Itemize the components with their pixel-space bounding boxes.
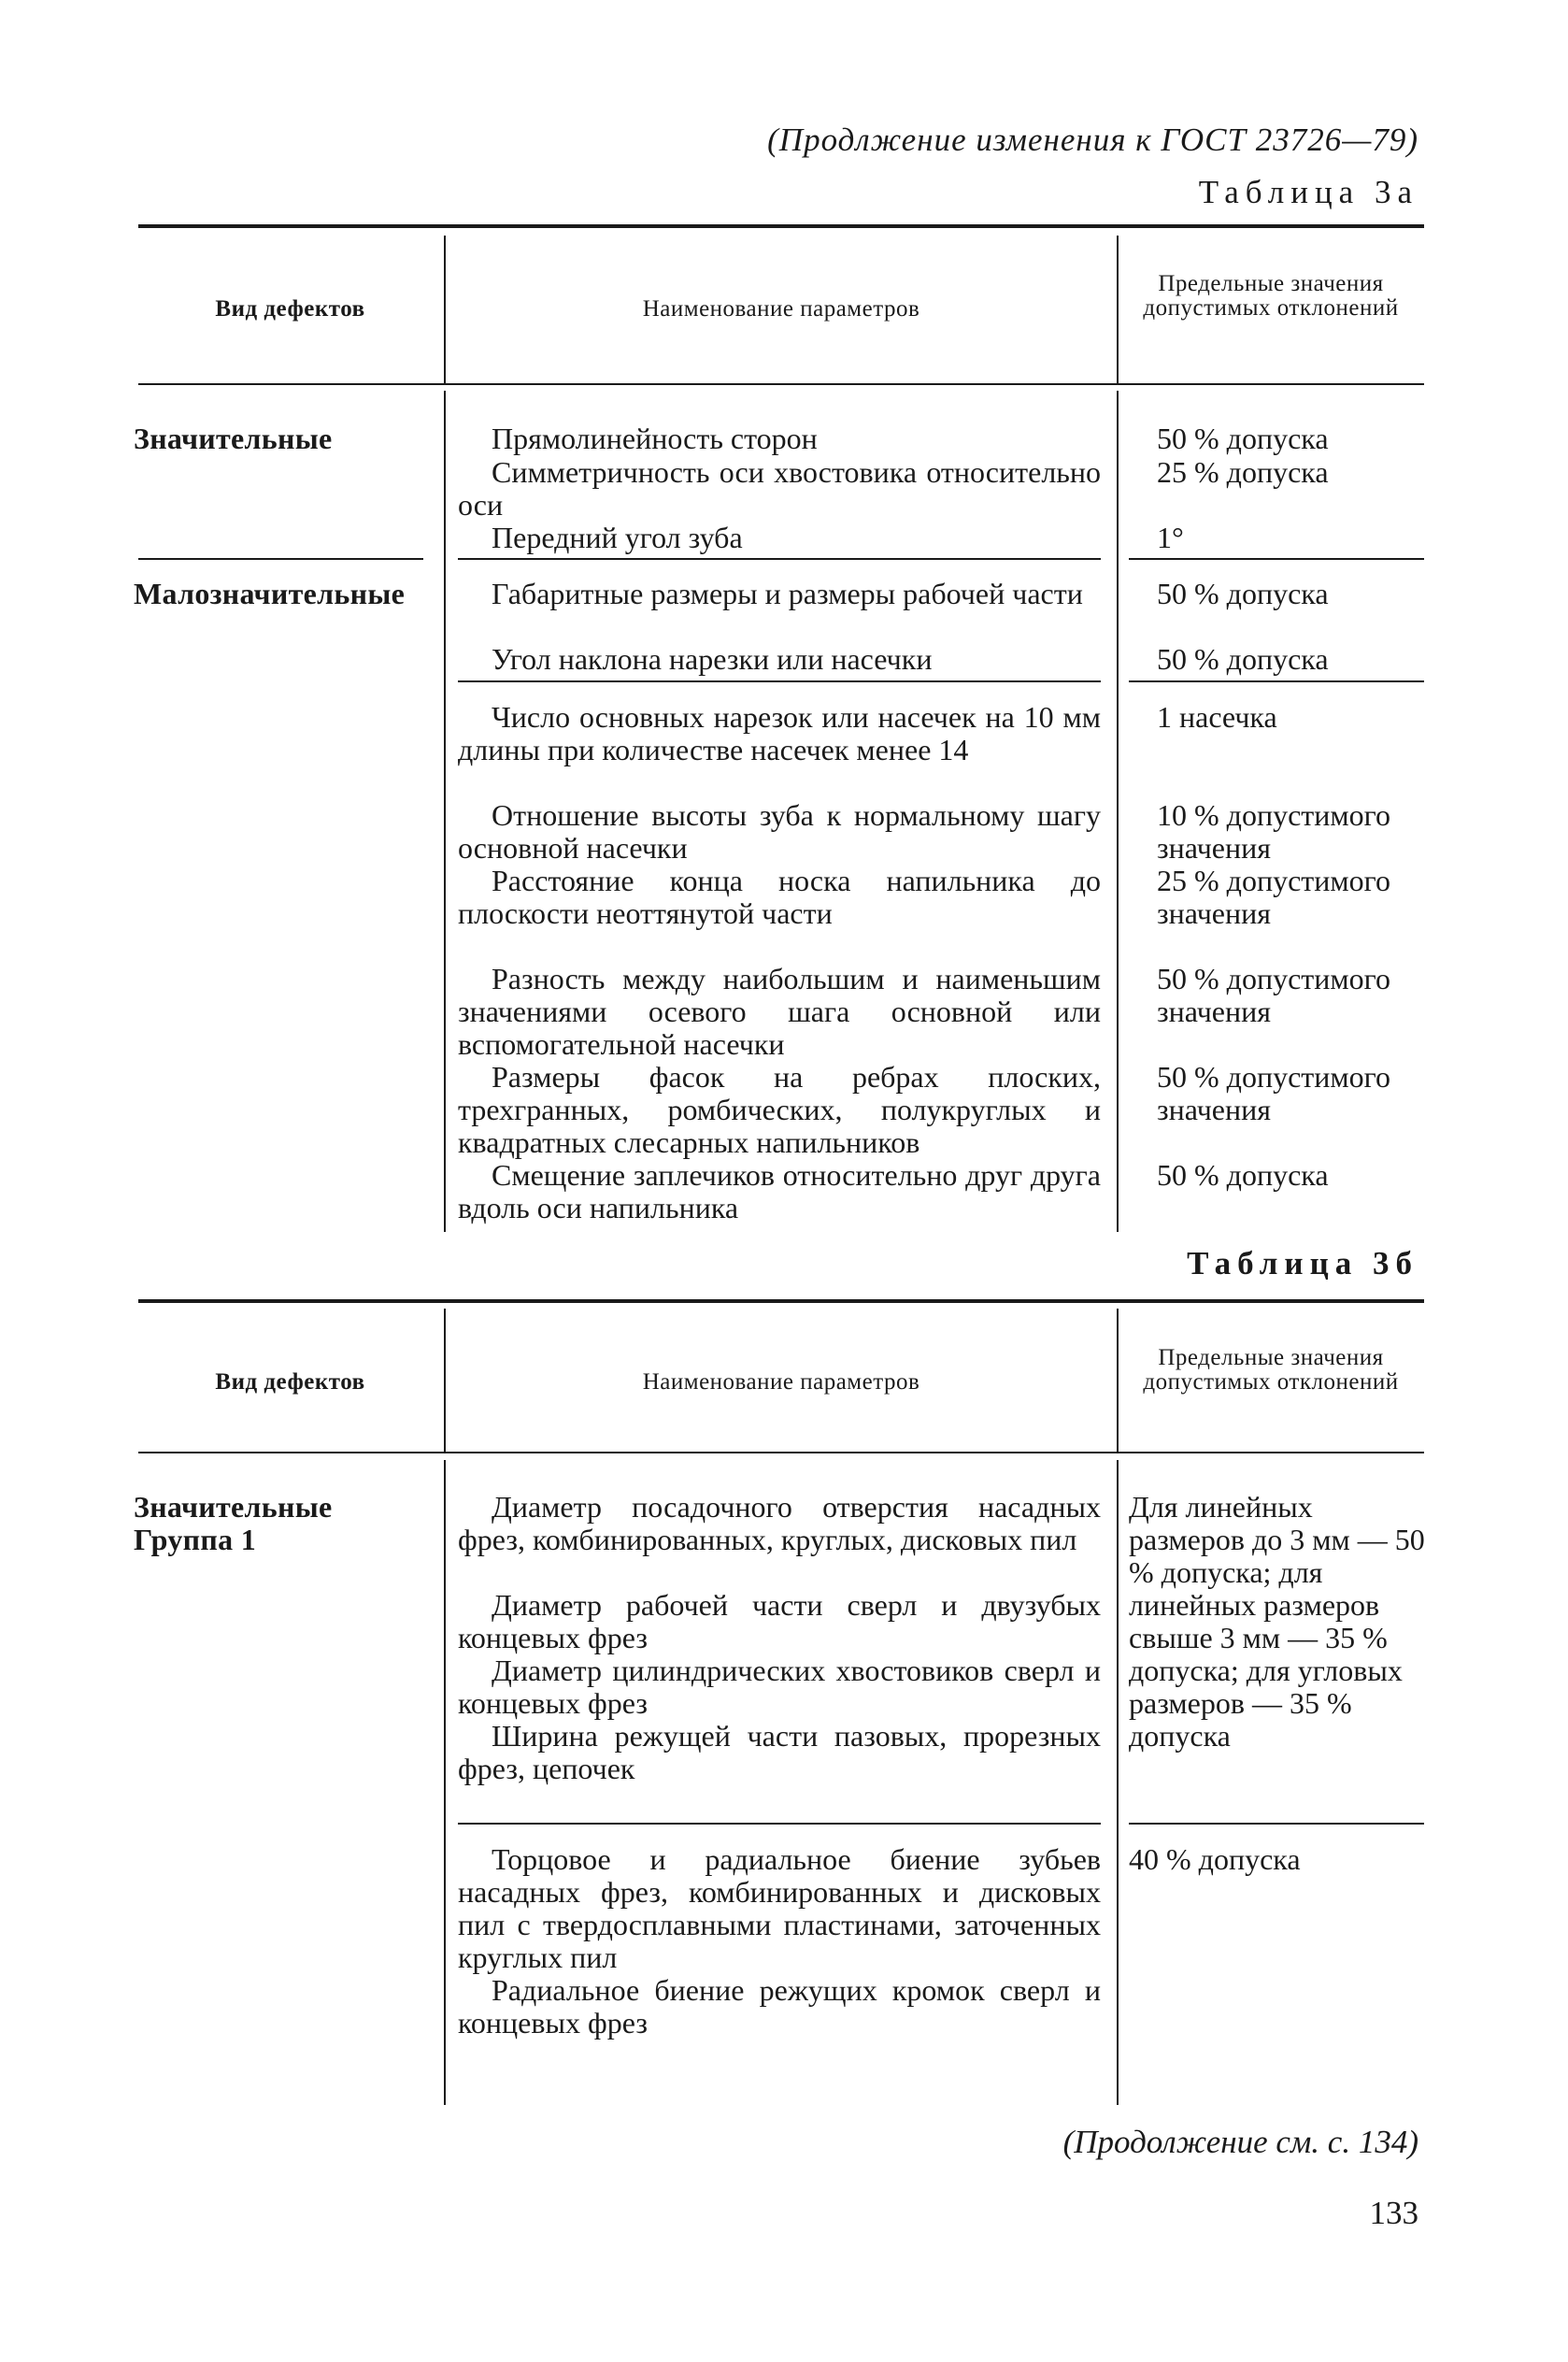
param-row: Угол наклона нарезки или насечки: [492, 642, 933, 676]
param-row: Число основных нарезок или насечек на 10 мм длины при количестве насечек менее 14: [458, 700, 1101, 766]
table-3a-divider-1: [444, 236, 446, 385]
param-row: Отношение высоты зуба к нормальному шагу основной насечки: [458, 798, 1101, 865]
param-row: Диаметр цилиндрических хвостовиков сверл и концевых фрез: [458, 1653, 1101, 1720]
table-3b-header-defect: Вид дефектов: [215, 1369, 365, 1395]
table-3b-body-divider-2: [1117, 1460, 1119, 2105]
table-3a-row-rule: [1129, 558, 1424, 560]
table-3b-row-rule: [458, 1823, 1101, 1825]
param-row: Габаритные размеры и размеры рабочей части: [492, 577, 1083, 610]
param-row: Торцовое и радиальное биение зубьев насадных фрез, комбинированных и дисковых пил с твердосплавными пластинами, заточенных круглых пил: [458, 1842, 1101, 1974]
table-3b-divider-2: [1117, 1309, 1119, 1453]
table-3a-header-defect: Вид дефектов: [215, 296, 365, 322]
table-3b-divider-1: [444, 1309, 446, 1453]
limit-cell: 10 % допустимого значения: [1157, 798, 1390, 865]
limit-cell: 50 % допуска: [1157, 1158, 1329, 1192]
table-3a-divider-2: [1117, 236, 1119, 385]
limit-cell: 50 % допуска: [1157, 642, 1329, 676]
param-row: Диаметр посадочного отверстия насадных фрез, комбинированных, круглых, дисковых пил: [458, 1490, 1101, 1556]
defect-group-minor: Малозначительные: [134, 577, 406, 610]
limit-cell: 40 % допуска: [1129, 1842, 1301, 1876]
defect-group-significant: Значительные: [134, 422, 333, 455]
param-row: Расстояние конца носка напильника до плоскости неоттянутой части: [458, 864, 1101, 930]
limit-cell: 25 % допуска: [1157, 455, 1329, 489]
table-3a-header-rule: [138, 383, 1424, 385]
table-3a-group-rule: [138, 558, 423, 560]
limit-cell: 50 % допуска: [1157, 422, 1329, 455]
limit-cell: 25 % допустимого значения: [1157, 864, 1390, 930]
table-3a-row-rule: [1129, 680, 1424, 682]
table-3b-header-rule: [138, 1452, 1424, 1453]
table-3b-top-rule: [138, 1299, 1424, 1303]
limit-cell: 1 насечка: [1157, 700, 1277, 734]
table-3a-title: Таблица 3а: [1198, 174, 1418, 210]
table-3b-body-divider-1: [444, 1460, 446, 2105]
limit-cell: 50 % допустимого значения: [1157, 1060, 1390, 1126]
footer-note: (Продолжение см. с. 134): [1062, 2124, 1418, 2160]
param-row: Симметричность оси хвостовика относительно оси: [458, 455, 1101, 522]
table-3a-body-divider-1: [444, 391, 446, 1232]
table-3b-header-parameter: Наименование параметров: [642, 1369, 920, 1395]
table-3a-body-divider-2: [1117, 391, 1119, 1232]
param-row: Передний угол зуба: [492, 521, 743, 554]
continuation-header: (Продлжение изменения к ГОСТ 23726—79): [767, 122, 1418, 158]
param-row: Смещение заплечиков относительно друг друга вдоль оси напильника: [458, 1158, 1101, 1224]
param-row: Разность между наибольшим и наименьшим значениями осевого шага основной или вспомогательной насечки: [458, 962, 1101, 1061]
table-3b-title: Таблица 3б: [1187, 1245, 1418, 1281]
limit-cell: 50 % допустимого значения: [1157, 962, 1390, 1028]
limit-cell: 50 % допуска: [1157, 577, 1329, 610]
table-3b-row-rule: [1129, 1823, 1424, 1825]
param-row: Прямолинейность сторон: [492, 422, 818, 455]
table-3a-row-rule: [458, 680, 1101, 682]
table-3b-header-limits: Предельные значения допустимых отклонений: [1143, 1345, 1399, 1395]
page-number: 133: [1369, 2195, 1418, 2231]
param-row: Диаметр рабочей части сверл и двузубых концевых фрез: [458, 1588, 1101, 1654]
limit-cell: Для линейных размеров до 3 мм — 50 % допуска; для линейных размеров свыше 3 мм — 35 % допуска; для угловых размеров — 35 % допуска: [1129, 1490, 1425, 1753]
table-3a-top-rule: [138, 224, 1424, 228]
param-row: Ширина режущей части пазовых, прорезных фрез, цепочек: [458, 1719, 1101, 1785]
table-3a-header-parameter: Наименование параметров: [642, 296, 920, 322]
table-3a-row-rule: [458, 558, 1101, 560]
param-row: Размеры фасок на ребрах плоских, трехгранных, ромбических, полукруглых и квадратных слесарных напильников: [458, 1060, 1101, 1159]
defect-group-significant-1: Значительные Группа 1: [134, 1490, 333, 1556]
param-row: Радиальное биение режущих кромок сверл и концевых фрез: [458, 1973, 1101, 2040]
table-3a-header-limits: Предельные значения допустимых отклонений: [1143, 271, 1399, 321]
limit-cell: 1°: [1157, 521, 1184, 554]
